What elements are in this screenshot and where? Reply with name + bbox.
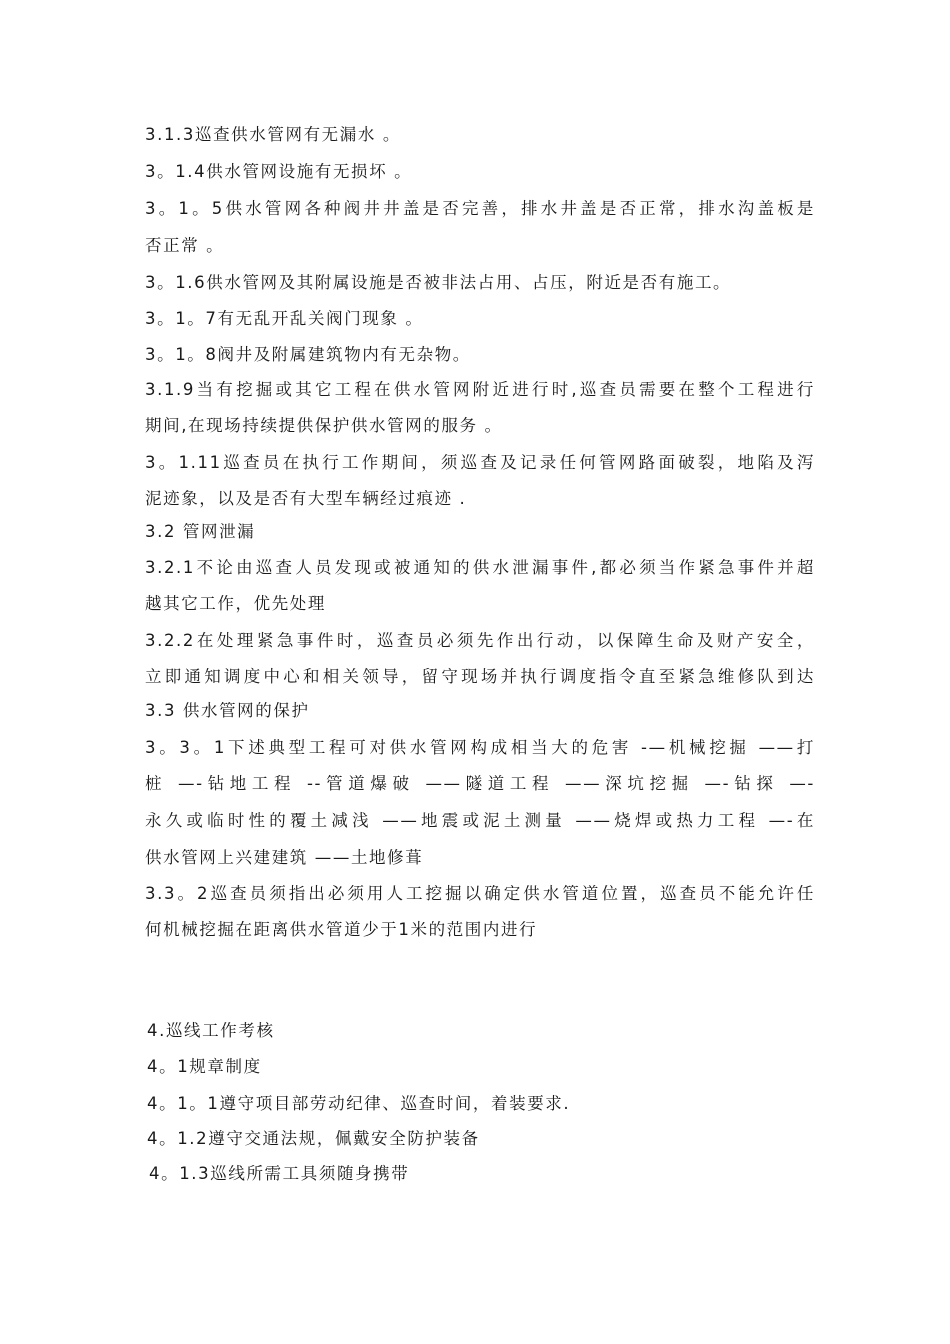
text-line: 4。1。1遵守项目部劳动纪律、巡查时间，着装要求.	[147, 1094, 571, 1113]
text-line: 何机械挖掘在距离供水管道少于1米的范围内进行	[145, 920, 538, 939]
text-line: 3.2.2在处理紧急事件时，巡查员必须先作出行动，以保障生命及财产安全，	[145, 631, 815, 650]
text-line: 立即通知调度中心和相关领导，留守现场并执行调度指令直至紧急维修队到达	[145, 667, 815, 686]
section-heading: 3.3 供水管网的保护	[145, 701, 310, 720]
text-line: 永久或临时性的覆土减浅 ——地震或泥土测量 ——烧焊或热力工程 —-在	[145, 811, 815, 830]
section-heading: 4。1规章制度	[147, 1057, 262, 1076]
text-line: 否正常 。	[145, 236, 225, 255]
text-line: 3。1.6供水管网及其附属设施是否被非法占用、占压，附近是否有施工。	[145, 273, 732, 292]
text-line: 3。1.11巡查员在执行工作期间，须巡查及记录任何管网路面破裂，地陷及泻	[145, 453, 815, 472]
text-line: 3.3。2巡查员须指出必须用人工挖掘以确定供水管道位置，巡查员不能允许任	[145, 884, 815, 903]
text-line: 3.2.1不论由巡查人员发现或被通知的供水泄漏事件,都必须当作紧急事件并超	[145, 558, 815, 577]
text-line: 3.1.3巡查供水管网有无漏水 。	[145, 125, 401, 144]
text-line: 越其它工作，优先处理	[145, 594, 326, 613]
section-heading: 3.2 管网泄漏	[145, 522, 256, 541]
text-line: 期间,在现场持续提供保护供水管网的服务 。	[145, 416, 503, 435]
text-line: 泥迹象，以及是否有大型车辆经过痕迹 .	[145, 489, 467, 508]
text-line: 4。1.3巡线所需工具须随身携带	[149, 1164, 410, 1183]
text-line: 桩 —-钻地工程 --管道爆破 ——隧道工程 ——深坑挖掘 —-钻探 —-	[145, 774, 815, 793]
text-line: 3.1.9当有挖掘或其它工程在供水管网附近进行时,巡查员需要在整个工程进行	[145, 380, 815, 399]
text-line: 4。1.2遵守交通法规，佩戴安全防护装备	[147, 1129, 480, 1148]
text-line: 3。1。5供水管网各种阀井井盖是否完善，排水井盖是否正常，排水沟盖板是	[145, 199, 815, 218]
text-line: 3。1。7有无乱开乱关阀门现象 。	[145, 309, 424, 328]
section-heading: 4.巡线工作考核	[147, 1021, 275, 1040]
text-line: 3。1。8阀井及附属建筑物内有无杂物。	[145, 345, 471, 364]
text-line: 3。3。1下述典型工程可对供水管网构成相当大的危害 -—机械挖掘 ——打	[145, 738, 815, 757]
text-line: 3。1.4供水管网设施有无损坏 。	[145, 162, 413, 181]
text-line: 供水管网上兴建建筑 ——土地修葺	[145, 848, 424, 867]
